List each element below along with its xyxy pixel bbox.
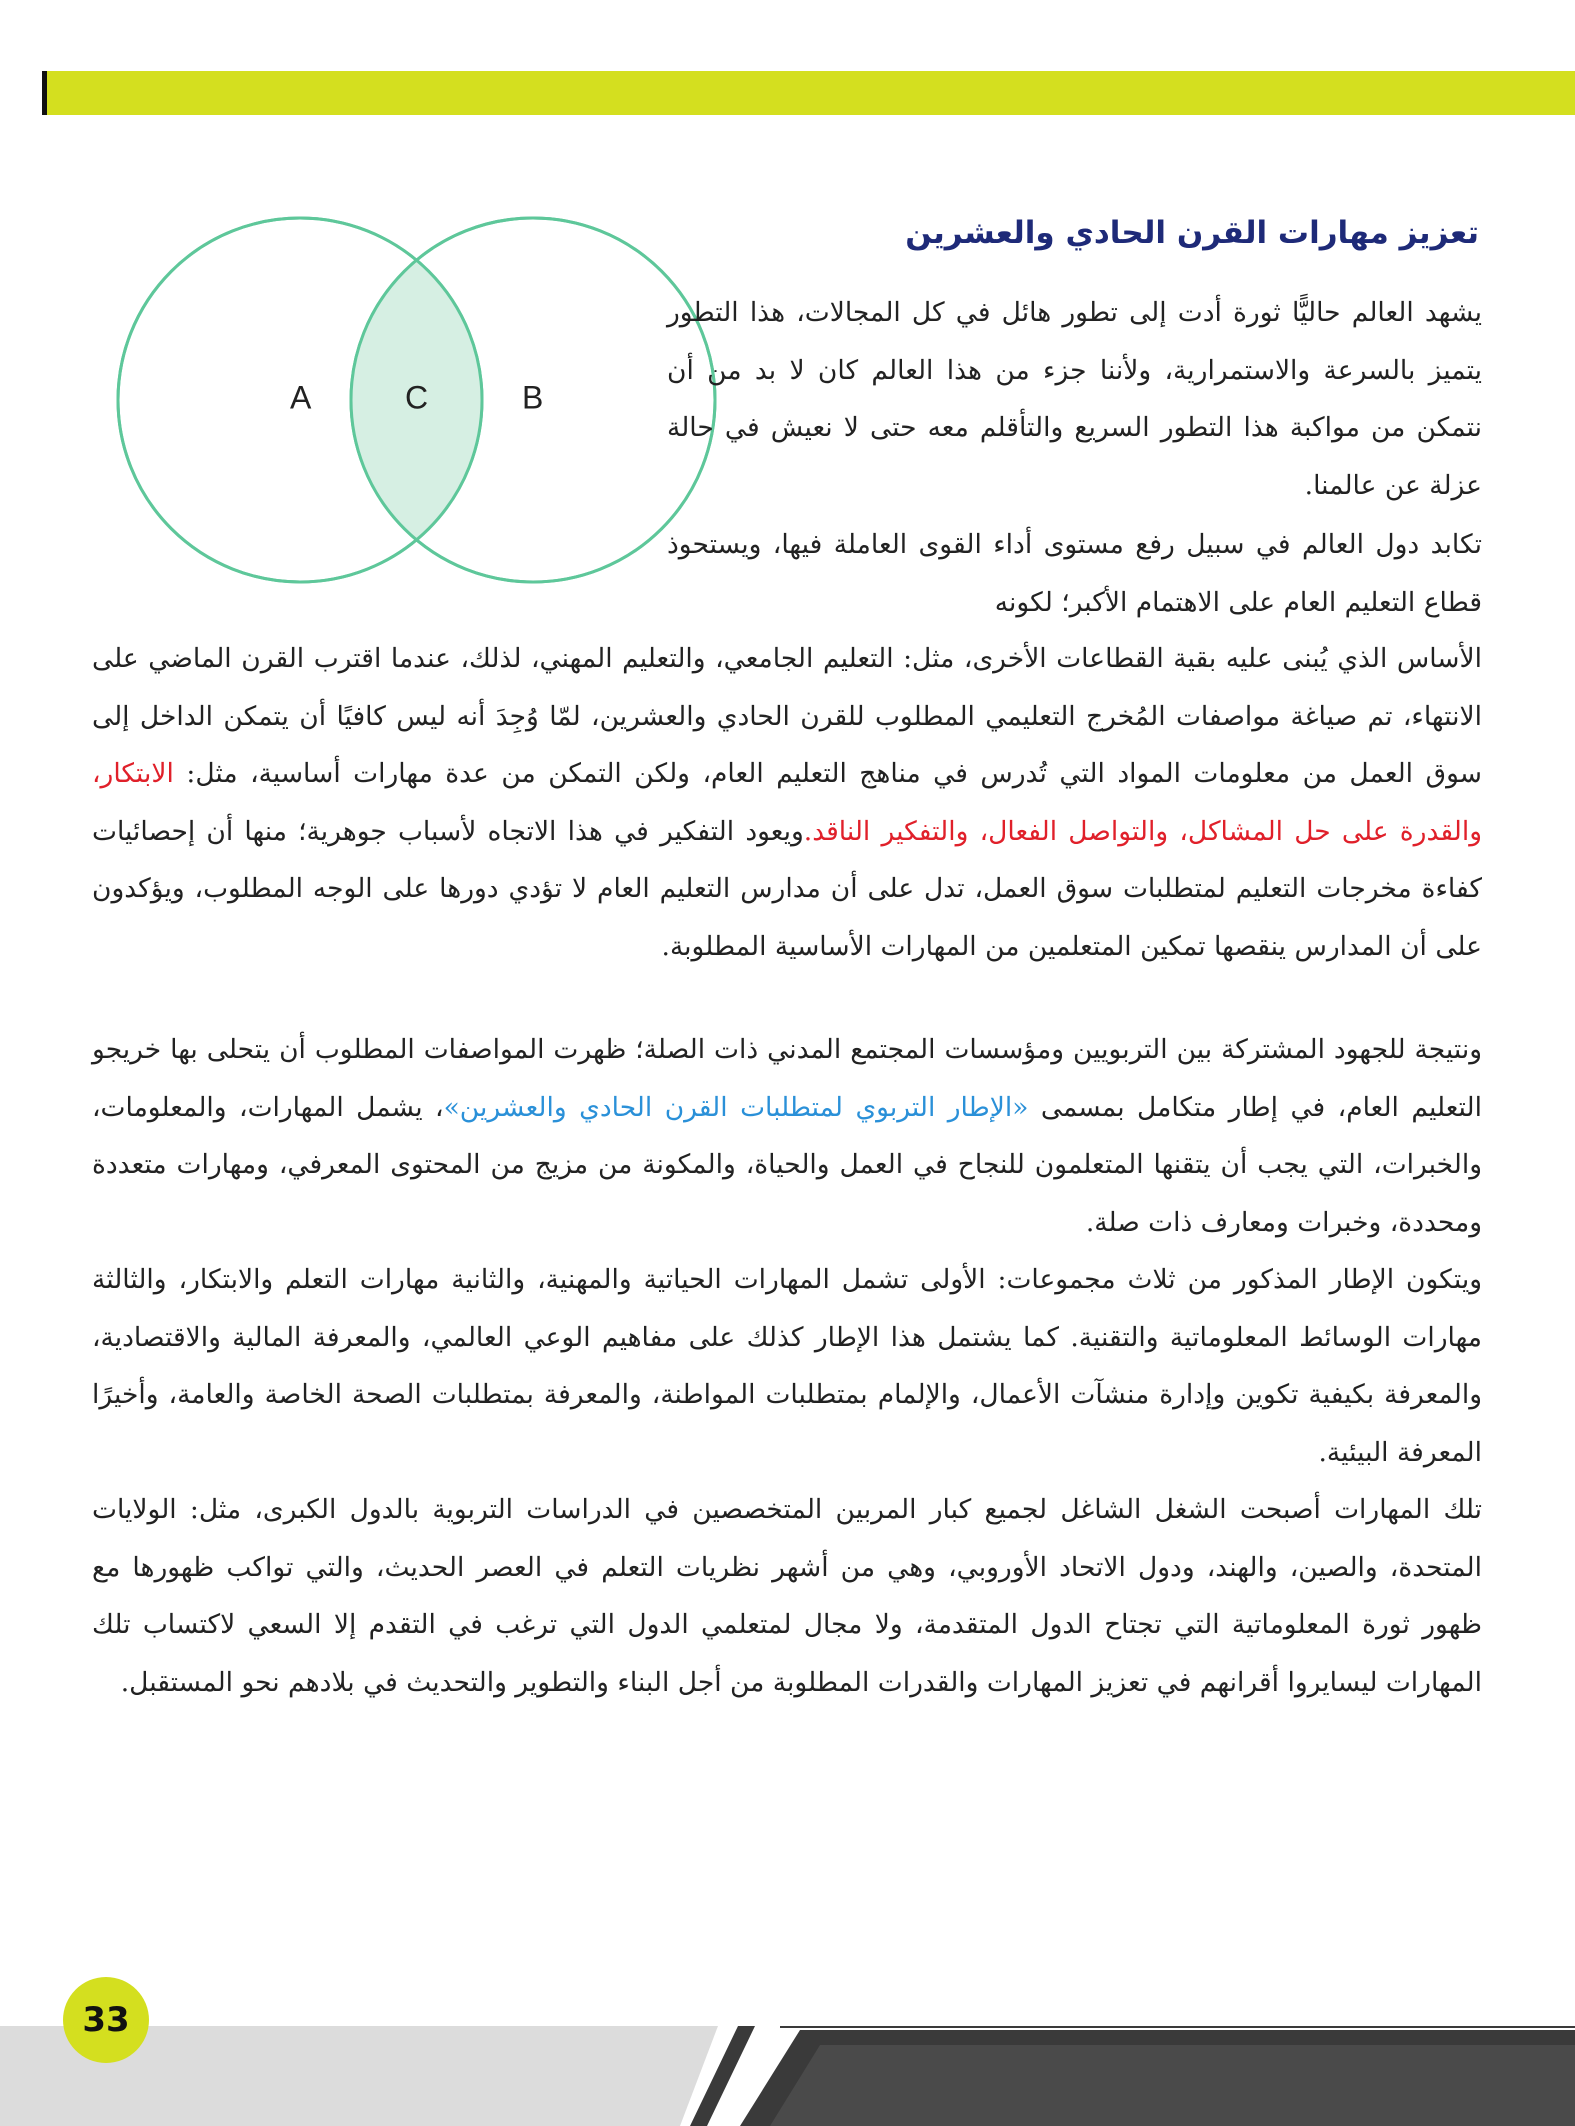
venn-label-b: B bbox=[522, 379, 544, 416]
paragraph-3-text-before: ونتيجة للجهود المشتركة بين التربويين ومؤسسات المجتمع المدني ذات الصلة؛ ظهرت المواصفات المطلوب أن يتحلى بها خريجو التعليم العام، في إطار متكامل بمسمى bbox=[92, 1034, 1482, 1123]
skills-highlight: الابتكار، والقدرة على حل المشاكل، والتواصل الفعال، والتفكير الناقد. bbox=[92, 758, 1482, 847]
paragraph-2-top: تكابد دول العالم في سبيل رفع مستوى أداء القوى العاملة فيها، ويستحوذ قطاع التعليم العام على الاهتمام الأكبر؛ لكونه bbox=[667, 529, 1482, 618]
paragraph-1: يشهد العالم حاليًّا ثورة أدت إلى تطور هائل في كل المجالات، هذا التطور يتميز بالسرعة والاستمرارية، ولأننا جزء من هذا العالم كان لا بد من أن نتمكن من مواكبة هذا التطور السريع والتأقلم معه حتى لا نعيش في حالة عزلة عن عالمنا. bbox=[667, 297, 1482, 501]
section-heading: تعزيز مهارات القرن الحادي والعشرين bbox=[905, 215, 1479, 251]
paragraph-4: ويتكون الإطار المذكور من ثلاث مجموعات: الأولى تشمل المهارات الحياتية والمهنية، والثانية مهارات التعلم والابتكار، والثالثة مهارات الوسائط المعلوماتية والتقنية. كما يشتمل هذا الإطار كذلك على مفاهيم الوعي العالمي، والمعرفة المالية والاقتصادية، والمعرفة بكيفية تكوين وإدارة منشآت الأعمال، والإلمام بمتطلبات المواطنة، والمعرفة بمتطلبات الصحة الخاصة والعامة، وأخيرًا المعرفة البيئية. bbox=[92, 1264, 1482, 1468]
framework-title-highlight: «الإطار التربوي لمتطلبات القرن الحادي والعشرين» bbox=[443, 1091, 1029, 1123]
paragraph-2-text-after: ويعود التفكير في هذا الاتجاه لأسباب جوهرية؛ منها أن إحصائيات كفاءة مخرجات التعليم لمتطلبات سوق العمل، تدل على أن مدارس التعليم العام لا تؤدي دورها على الوجه المطلوب، ويؤكدون على أن المدارس ينقصها تمكين المتعلمين من المهارات الأساسية المطلوبة. bbox=[92, 815, 1482, 962]
page-number: 33 bbox=[63, 1977, 149, 2063]
venn-diagram-svg bbox=[112, 210, 732, 590]
venn-diagram bbox=[112, 210, 732, 590]
paragraph-2-text-before: الأساس الذي يُبنى عليه بقية القطاعات الأخرى، مثل: التعليم الجامعي، والتعليم المهني، لذلك، عندما اقترب القرن الماضي على الانتهاء، تم صياغة مواصفات المُخرج التعليمي المطلوب للقرن الحادي والعشرين، لمّا وُجِدَ أنه ليس كافيًا أن يتمكن الداخل إلى سوق العمل من معلومات المواد التي تُدرس في مناهج التعليم العام، ولكن التمكن من عدة مهارات أساسية، مثل: bbox=[92, 643, 1482, 789]
top-accent-bar bbox=[42, 71, 1575, 115]
venn-label-c: C bbox=[405, 379, 429, 416]
venn-label-a: A bbox=[290, 379, 312, 416]
paragraph-3 bbox=[92, 1021, 1482, 1251]
paragraph-2-continued bbox=[92, 630, 1482, 975]
paragraph-3-text-after: ، يشمل المهارات، والمعلومات، والخبرات، التي يجب أن يتقنها المتعلمون للنجاح في العمل والحياة، والمكونة من مزيج من المحتوى المعرفي، ومهارات متعددة ومحددة، وخبرات ومعارف ذات صلة. bbox=[92, 1091, 1482, 1238]
footer-decoration bbox=[0, 2000, 1575, 2126]
paragraph-5: تلك المهارات أصبحت الشغل الشاغل لجميع كبار المربين المتخصصين في الدراسات التربوية بالدول الكبرى، مثل: الولايات المتحدة، والصين، والهند، ودول الاتحاد الأوروبي، وهي من أشهر نظريات التعلم في العصر الحديث، والتي تواكب ظهورها مع ظهور ثورة المعلوماتية التي تجتاح الدول المتقدمة، ولا مجال لمتعلمي الدول التي ترغب في التقدم إلا السعي لاكتساب تلك المهارات ليسايروا أقرانهم في تعزيز المهارات والقدرات المطلوبة من أجل البناء والتطوير والتحديث في بلادهم نحو المستقبل. bbox=[92, 1494, 1482, 1698]
